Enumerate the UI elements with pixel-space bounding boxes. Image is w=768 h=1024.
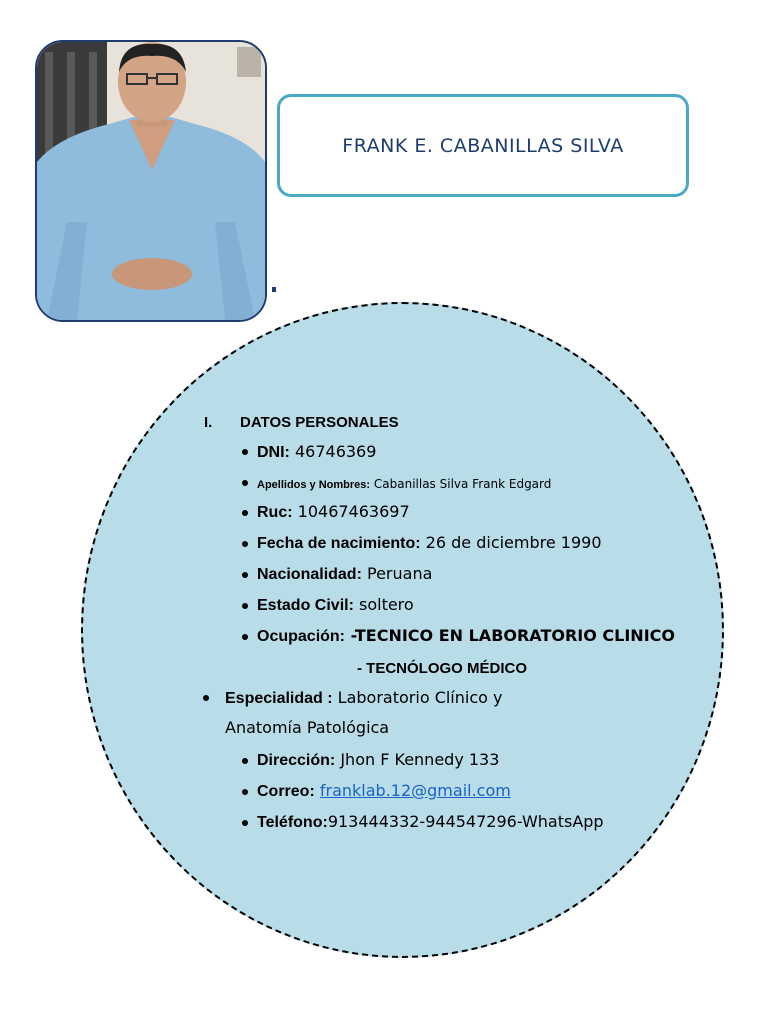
name-box [277,94,689,197]
estado-label: Estado Civil: [257,597,354,614]
ocupacion-label: Ocupación: [257,628,346,645]
section-title-row [240,412,399,433]
full-name: FRANK E. CABANILLAS SILVA [342,134,624,157]
bullet-estado [242,603,248,609]
telefono-value: 913444332-944547296-WhatsApp [327,812,604,831]
field-dni [257,442,376,463]
nacimiento-value: 26 de diciembre 1990 [420,533,602,552]
bullet-direccion [242,758,248,764]
nombres-value: Cabanillas Silva Frank Edgard [370,477,552,491]
ocupacion-value-2: - TECNÓLOGO MÉDICO [357,660,527,677]
field-ruc [257,502,410,523]
nacionalidad-value: Peruana [361,564,433,583]
field-estado [257,595,414,616]
bullet-dni [242,449,248,455]
field-especialidad [225,688,502,709]
bullet-ruc [242,510,248,516]
dni-label: DNI: [257,444,290,461]
especialidad-label: Especialidad : [225,690,333,707]
dni-value: 46746369 [289,442,377,461]
nacimiento-label: Fecha de nacimiento: [257,535,421,552]
nombres-label: Apellidos y Nombres: [257,479,371,491]
field-direccion [257,750,499,771]
email-link[interactable]: franklab.12@gmail.com [319,781,511,800]
estado-value: soltero [353,595,414,614]
ocupacion-value: -TECNICO EN LABORATORIO CLINICO [345,626,675,645]
field-nacionalidad [257,564,432,585]
especialidad-value-2: Anatomía Patológica [225,718,390,737]
profile-photo [35,40,267,322]
bullet-nombres [242,480,248,486]
ruc-label: Ruc: [257,504,293,521]
field-ocupacion [257,626,675,647]
telefono-label: Teléfono: [257,814,328,831]
section-number: I. [204,414,213,431]
bullet-nacionalidad [242,572,248,578]
section-heading [204,412,212,433]
bullet-correo [242,789,248,795]
direccion-label: Dirección: [257,752,336,769]
decorative-dot [272,287,276,292]
especialidad-value: Laboratorio Clínico y [332,688,503,707]
field-especialidad-2 [225,718,389,738]
nacionalidad-label: Nacionalidad: [257,566,362,583]
field-telefono [257,812,604,833]
bullet-ocupacion [242,634,248,640]
bullet-especialidad [203,695,209,701]
field-correo [257,781,511,802]
section-title: DATOS PERSONALES [240,414,399,431]
correo-label: Correo: [257,783,315,800]
field-nombres [257,473,551,495]
field-nacimiento [257,533,602,554]
direccion-value: Jhon F Kennedy 133 [335,750,500,769]
bullet-nacimiento [242,541,248,547]
ruc-value: 10467463697 [292,502,410,521]
field-ocupacion-2 [357,658,527,679]
bullet-telefono [242,820,248,826]
